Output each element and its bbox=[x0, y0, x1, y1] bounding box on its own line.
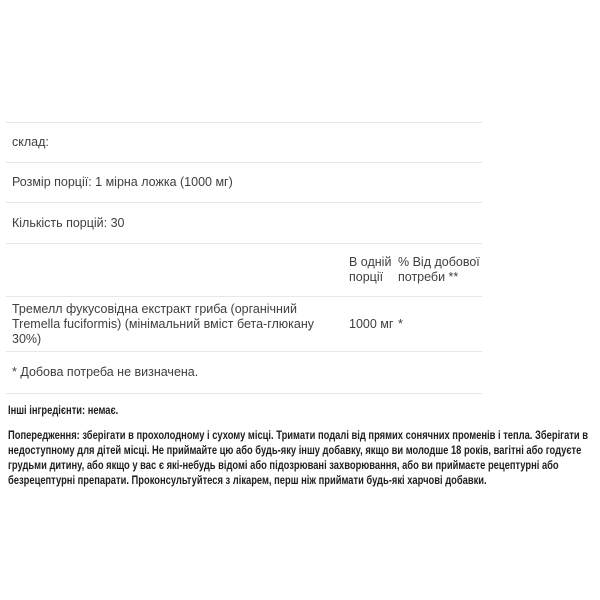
ingredient-amount: 1000 мг bbox=[349, 316, 394, 331]
serving-size-text: Розмір порції: 1 мірна ложка (1000 мг) bbox=[12, 175, 233, 189]
other-ingredients-text: Інші інгредієнти: немає. bbox=[8, 403, 119, 417]
row-servings-count bbox=[6, 203, 482, 244]
ingredient-daily-value: * bbox=[398, 316, 403, 331]
servings-count-text: Кількість порцій: 30 bbox=[12, 215, 125, 230]
supplement-facts-table bbox=[6, 122, 482, 394]
ingredient-name: Тремелл фукусовідна екстракт гриба (органічний Tremella fuciformis) (мінімальний вміст бета-глюкану 30%) bbox=[12, 301, 315, 346]
row-footnote bbox=[6, 352, 482, 394]
row-composition bbox=[6, 123, 482, 163]
row-column-headers bbox=[6, 244, 482, 297]
row-ingredient bbox=[6, 297, 482, 352]
amount-column-header: В одній порції bbox=[349, 255, 392, 284]
daily-value-column-header: % Від добової потреби ** bbox=[398, 255, 480, 284]
row-serving-size bbox=[6, 163, 482, 203]
daily-value-footnote: * Добова потреба не визначена. bbox=[12, 365, 199, 379]
warning-text: Попередження: зберігати в прохолодному і сухому місці. Тримати подалі від прямих сонячних променів і тепла. Зберігати в недоступному для дітей місці. Не приймайте цю або будь-яку іншу добавку, якщо ви молодше 18 років, вагітні або годуєте грудьми дитину, або якщо у вас є які-небудь відомі або підозрювані захворювання, або ви приймаєте рецептурні або безрецептурні препарати. Проконсультуйтеся з лікарем, перш ніж приймати будь-які харчові добавки. bbox=[8, 428, 588, 487]
composition-label: склад: bbox=[12, 135, 49, 149]
